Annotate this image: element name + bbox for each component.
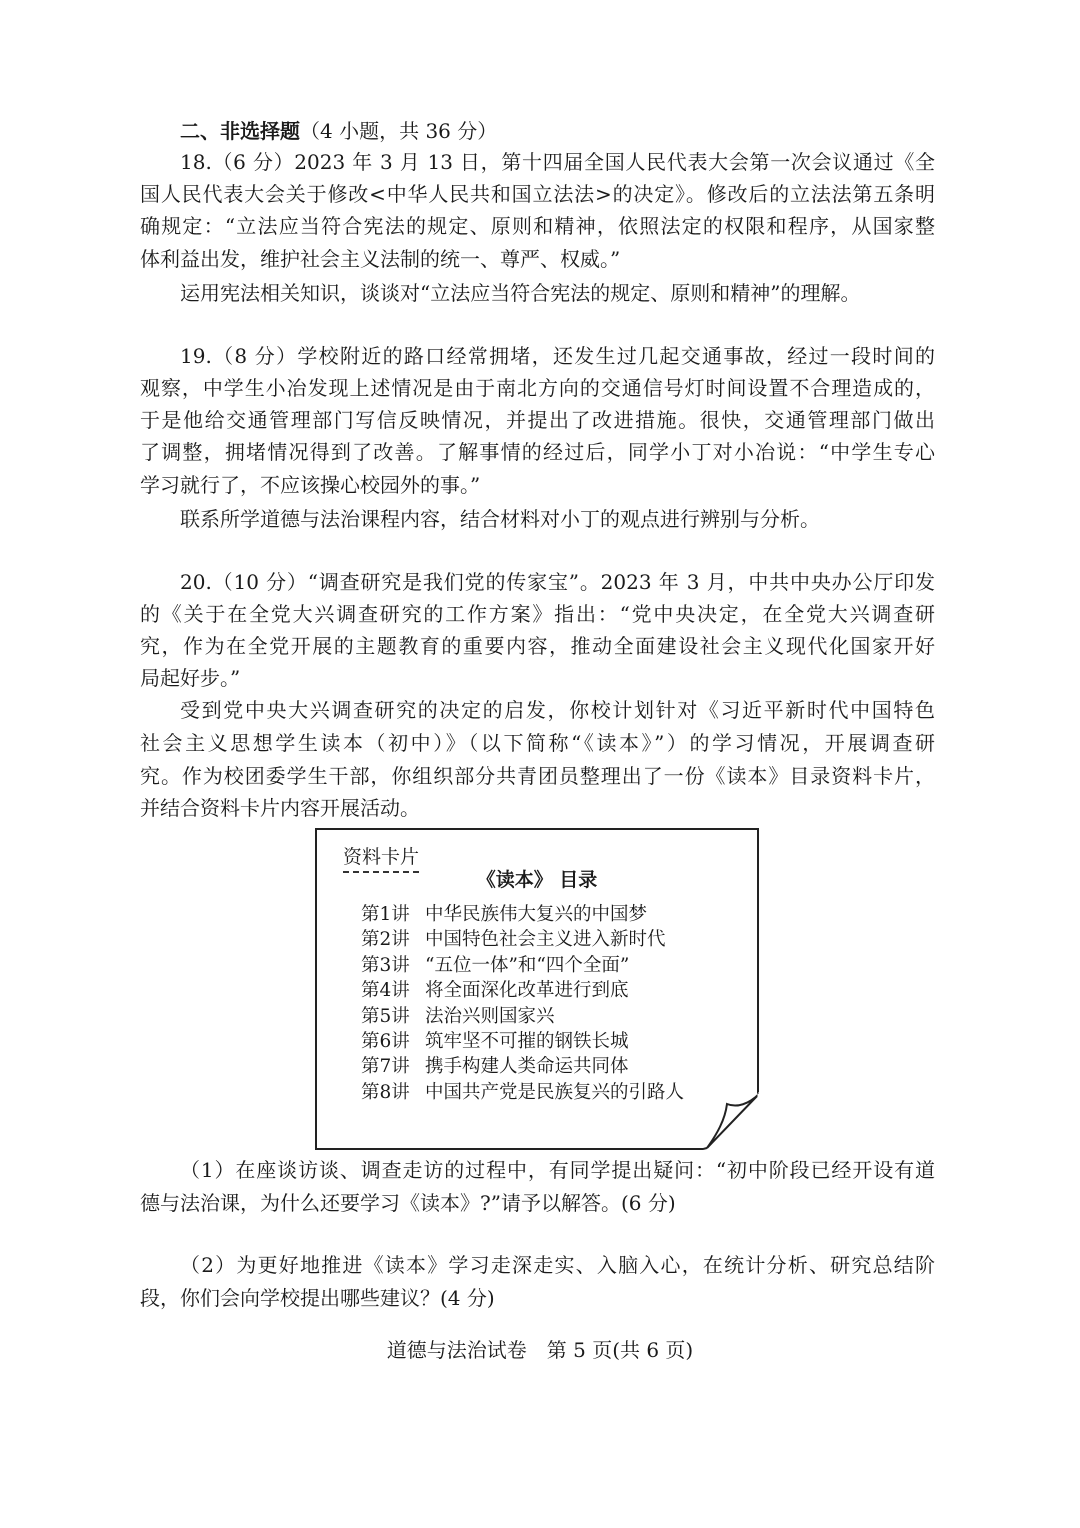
- section-note: （4 小题，共 36 分）: [300, 119, 498, 143]
- toc-item-number: 第3讲: [361, 954, 410, 976]
- page-footer: 道德与法治试卷 第 5 页(共 6 页): [386, 1338, 694, 1362]
- toc-item: [361, 1029, 684, 1054]
- q20-line: 并结合资料卡片内容开展活动。: [140, 796, 420, 820]
- q20-sub2-line: （2）为更好地推进《读本》学习走深走实、入脑入心，在统计分析、研究总结阶: [180, 1253, 935, 1277]
- q20-line: 20.（10 分）“调查研究是我们党的传家宝”。2023 年 3 月，中共中央办公厅印发: [180, 570, 935, 594]
- toc-item-title: 筑牢坚不可摧的钢铁长城: [425, 1031, 629, 1053]
- toc-item-number: 第5讲: [361, 1005, 410, 1027]
- toc-item-title: 法治兴则国家兴: [425, 1005, 555, 1027]
- page-curl-icon: [703, 1090, 759, 1150]
- q19-line: 19.（8 分）学校附近的路口经常拥堵，还发生过几起交通事故，经过一段时间的: [180, 344, 935, 368]
- q18-line: 确规定：“立法应当符合宪法的规定、原则和精神，依照法定的权限和程序，从国家整: [140, 214, 935, 238]
- card-label: 资料卡片: [343, 844, 419, 873]
- toc-item-title: 中华民族伟大复兴的中国梦: [425, 904, 648, 925]
- toc-item: [361, 1054, 684, 1079]
- material-card: [315, 828, 759, 1150]
- q20-sub2-line: 段，你们会向学校提出哪些建议？(4 分): [140, 1286, 495, 1310]
- q20-line: 究。作为校团委学生干部，你组织部分共青团员整理出了一份《读本》目录资料卡片，: [140, 764, 935, 788]
- q20-sub1-line: 德与法治课，为什么还要学习《读本》?”请予以解答。(6 分): [140, 1191, 676, 1215]
- q19-line: 于是他给交通管理部门写信反映情况，并提出了改进措施。很快，交通管理部门做出: [140, 408, 935, 432]
- toc-item-number: 第8讲: [361, 1081, 410, 1103]
- toc-item: [361, 978, 684, 1003]
- card-heading: 《读本》 目录: [476, 869, 598, 891]
- toc-item: [361, 1080, 684, 1105]
- toc-item-number: 第4讲: [361, 980, 410, 1002]
- toc-item: [361, 1004, 684, 1029]
- toc-item-title: “五位一体”和“四个全面”: [425, 954, 630, 976]
- q20-line: 受到党中央大兴调查研究的决定的启发，你校计划针对《习近平新时代中国特色: [180, 698, 935, 722]
- q20-line: 局起好步。”: [140, 666, 241, 690]
- toc-item: [361, 902, 684, 927]
- toc-item-number: 第2讲: [361, 929, 410, 951]
- q20-sub1-line: （1）在座谈访谈、调查走访的过程中，有同学提出疑问：“初中阶段已经开设有道: [180, 1158, 935, 1182]
- toc-item-title: 中国共产党是民族复兴的引路人: [425, 1081, 685, 1103]
- q19-line: 了调整，拥堵情况得到了改善。了解事情的经过后，同学小丁对小冶说：“中学生专心: [140, 440, 935, 464]
- toc-item: [361, 927, 684, 952]
- q19-line: 观察，中学生小冶发现上述情况是由于南北方向的交通信号灯时间设置不合理造成的，: [140, 376, 935, 400]
- toc-item-number: 第1讲: [361, 904, 410, 925]
- toc-item-title: 中国特色社会主义进入新时代: [425, 929, 666, 951]
- q18-line: 18.（6 分）2023 年 3 月 13 日，第十四届全国人民代表大会第一次会议通过《全: [180, 150, 935, 174]
- q19-task: 联系所学道德与法治课程内容，结合材料对小丁的观点进行辨别与分析。: [180, 507, 820, 531]
- toc-item-title: 携手构建人类命运共同体: [425, 1056, 629, 1078]
- q20-line: 社会主义思想学生读本（初中）》（以下简称“《读本》”）的学习情况，开展调查研: [140, 731, 935, 755]
- toc-item: [361, 953, 684, 978]
- toc-item-number: 第7讲: [361, 1056, 410, 1078]
- toc-item-title: 将全面深化改革进行到底: [425, 980, 629, 1002]
- q18-task: 运用宪法相关知识，谈谈对“立法应当符合宪法的规定、原则和精神”的理解。: [180, 281, 861, 305]
- section-heading: [180, 116, 935, 146]
- q19-line: 学习就行了，不应该操心校园外的事。”: [140, 473, 481, 497]
- q18-line: 国人民代表大会关于修改<中华人民共和国立法法>的决定》。修改后的立法法第五条明: [140, 182, 935, 206]
- toc-item-number: 第6讲: [361, 1031, 410, 1053]
- q20-line: 的《关于在全党大兴调查研究的工作方案》指出：“党中央决定，在全党大兴调查研: [140, 602, 935, 626]
- q20-line: 究，作为在全党开展的主题教育的重要内容，推动全面建设社会主义现代化国家开好: [140, 634, 935, 658]
- q18-line: 体利益出发，维护社会主义法制的统一、尊严、权威。”: [140, 247, 621, 271]
- section-title: 二、非选择题: [180, 119, 300, 143]
- table-of-contents: [361, 902, 684, 1105]
